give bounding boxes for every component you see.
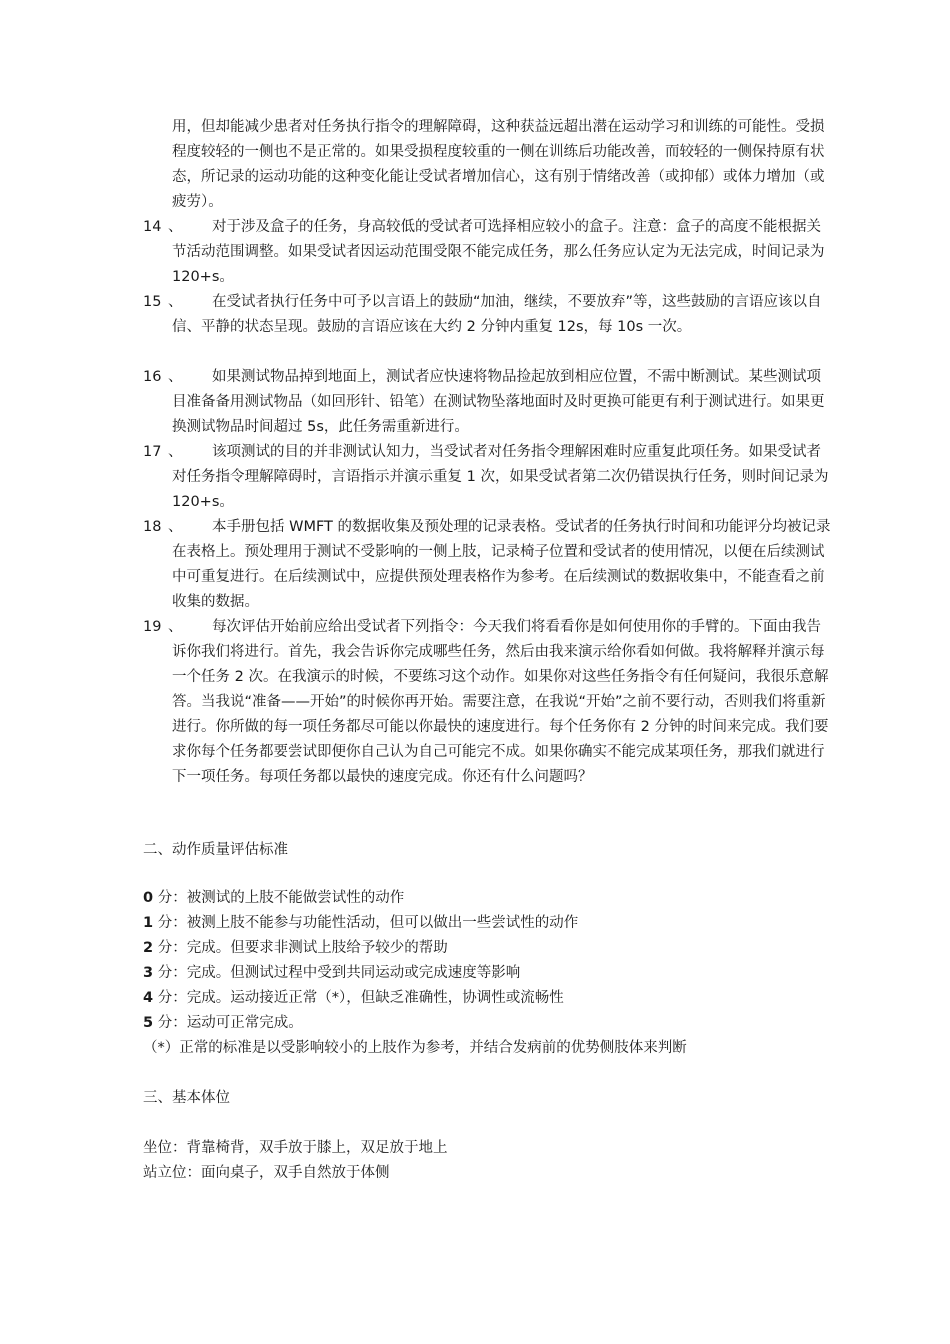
score-description: 运动可正常完成。 bbox=[186, 1015, 303, 1031]
section-heading-posture: 三、基本体位 bbox=[143, 1090, 230, 1106]
score-unit: 分： bbox=[153, 890, 187, 906]
score-unit: 分： bbox=[153, 990, 187, 1006]
continuation-paragraph: 用，但却能减少患者对任务执行指令的理解障碍，这种获益远超出潜在运动学习和训练的可能性。受损程度较轻的一侧也不是正常的。如果受损程度较重的一侧在训练后功能改善，而较轻的一侧保持原有状态，所记录的运动功能的这种变化能让受试者增加信心，这有别于情绪改善（或抑郁）或体力增加（或疲劳）。 bbox=[172, 119, 825, 210]
posture-sitting: 坐位：背靠椅背，双手放于膝上，双足放于地上 bbox=[143, 1140, 448, 1156]
score-description: 被测上肢不能参与功能性活动，但可以做出一些尝试性的动作 bbox=[186, 915, 579, 931]
list-item-14 bbox=[143, 215, 833, 290]
item-text: 该项测试的目的并非测试认知力，当受试者对任务指令理解困难时应重复此项任务。如果受试者对任务指令理解障碍时，言语指示并演示重复 1 次，如果受试者第二次仍错误执行任务，则时间记录为 120+s。 bbox=[172, 444, 829, 510]
score-value: 0 bbox=[143, 890, 154, 906]
score-description: 完成。运动接近正常（*），但缺乏准确性，协调性或流畅性 bbox=[186, 990, 564, 1006]
item-separator: 、 bbox=[168, 294, 183, 310]
list-item-19 bbox=[143, 615, 833, 790]
item-separator: 、 bbox=[168, 219, 183, 235]
item-separator: 、 bbox=[168, 519, 183, 535]
list-item-17 bbox=[143, 440, 833, 515]
score-item-1 bbox=[143, 911, 843, 936]
score-unit: 分： bbox=[153, 965, 187, 981]
item-text: 对于涉及盒子的任务，身高较低的受试者可选择相应较小的盒子。注意：盒子的高度不能根据关节活动范围调整。如果受试者因运动范围受限不能完成任务，那么任务应认定为无法完成，时间记录为 120+s。 bbox=[172, 219, 825, 285]
score-value: 1 bbox=[143, 915, 154, 931]
score-value: 2 bbox=[143, 940, 154, 956]
score-item-5 bbox=[143, 1011, 843, 1036]
item-text: 如果测试物品掉到地面上，测试者应快速将物品捡起放到相应位置，不需中断测试。某些测试项目准备备用测试物品（如回形针、铅笔）在测试物坠落地面时及时更换可能更有利于测试进行。如果更换测试物品时间超过 5s，此任务需重新进行。 bbox=[172, 369, 825, 435]
item-number: 19 bbox=[143, 619, 162, 635]
score-unit: 分： bbox=[153, 1015, 187, 1031]
item-number: 14 bbox=[143, 219, 162, 235]
score-value: 4 bbox=[143, 990, 154, 1006]
score-description: 完成。但要求非测试上肢给予较少的帮助 bbox=[186, 940, 448, 956]
score-item-2 bbox=[143, 936, 843, 961]
score-unit: 分： bbox=[153, 915, 187, 931]
score-note: （*）正常的标准是以受影响较小的上肢作为参考，并结合发病前的优势侧肢体来判断 bbox=[143, 1040, 687, 1056]
item-text: 在受试者执行任务中可予以言语上的鼓励“加油，继续，不要放弃”等，这些鼓励的言语应该以自信、平静的状态呈现。鼓励的言语应该在大约 2 分钟内重复 12s，每 10s 一次。 bbox=[172, 294, 822, 335]
item-number: 16 bbox=[143, 369, 162, 385]
posture-standing: 站立位：面向桌子，双手自然放于体侧 bbox=[143, 1165, 390, 1181]
list-item-15 bbox=[143, 290, 833, 340]
item-separator: 、 bbox=[168, 444, 183, 460]
score-description: 被测试的上肢不能做尝试性的动作 bbox=[186, 890, 405, 906]
score-value: 5 bbox=[143, 1015, 154, 1031]
score-item-3 bbox=[143, 961, 843, 986]
list-item-18 bbox=[143, 515, 833, 615]
item-number: 15 bbox=[143, 294, 162, 310]
score-value: 3 bbox=[143, 965, 154, 981]
list-item-16 bbox=[143, 365, 833, 440]
item-separator: 、 bbox=[168, 619, 183, 635]
score-item-4 bbox=[143, 986, 843, 1011]
item-number: 18 bbox=[143, 519, 162, 535]
item-number: 17 bbox=[143, 444, 162, 460]
item-text: 本手册包括 WMFT 的数据收集及预处理的记录表格。受试者的任务执行时间和功能评分均被记录在表格上。预处理用于测试不受影响的一侧上肢，记录椅子位置和受试者的使用情况，以便在后续测试中可重复进行。在后续测试中，应提供预处理表格作为参考。在后续测试的数据收集中，不能查看之前收集的数据。 bbox=[172, 519, 831, 610]
item-separator: 、 bbox=[168, 369, 183, 385]
score-unit: 分： bbox=[153, 940, 187, 956]
item-text: 每次评估开始前应给出受试者下列指令：今天我们将看看你是如何使用你的手臂的。下面由我告诉你我们将进行。首先，我会告诉你完成哪些任务，然后由我来演示给你看如何做。我将解释并演示每一个任务 2 次。在我演示的时候，不要练习这个动作。如果你对这些任务指令有任何疑问，我很乐意解答。当我说“准备——开始”的时候你再开始。需要注意，在我说“开始”之前不要行动，否则我们将重新进行。你所做的每一项任务都尽可能以你最快的速度进行。每个任务你有 2 分钟的时间来完成。我们要求你每个任务都要尝试即便你自己认为自己可能完不成。如果你确实不能完成某项任务，那我们就进行下一项任务。每项任务都以最快的速度完成。你还有什么问题吗？ bbox=[172, 619, 829, 785]
score-description: 完成。但测试过程中受到共同运动或完成速度等影响 bbox=[186, 965, 521, 981]
score-item-0 bbox=[143, 886, 843, 911]
section-heading-quality: 二、动作质量评估标准 bbox=[143, 842, 288, 858]
